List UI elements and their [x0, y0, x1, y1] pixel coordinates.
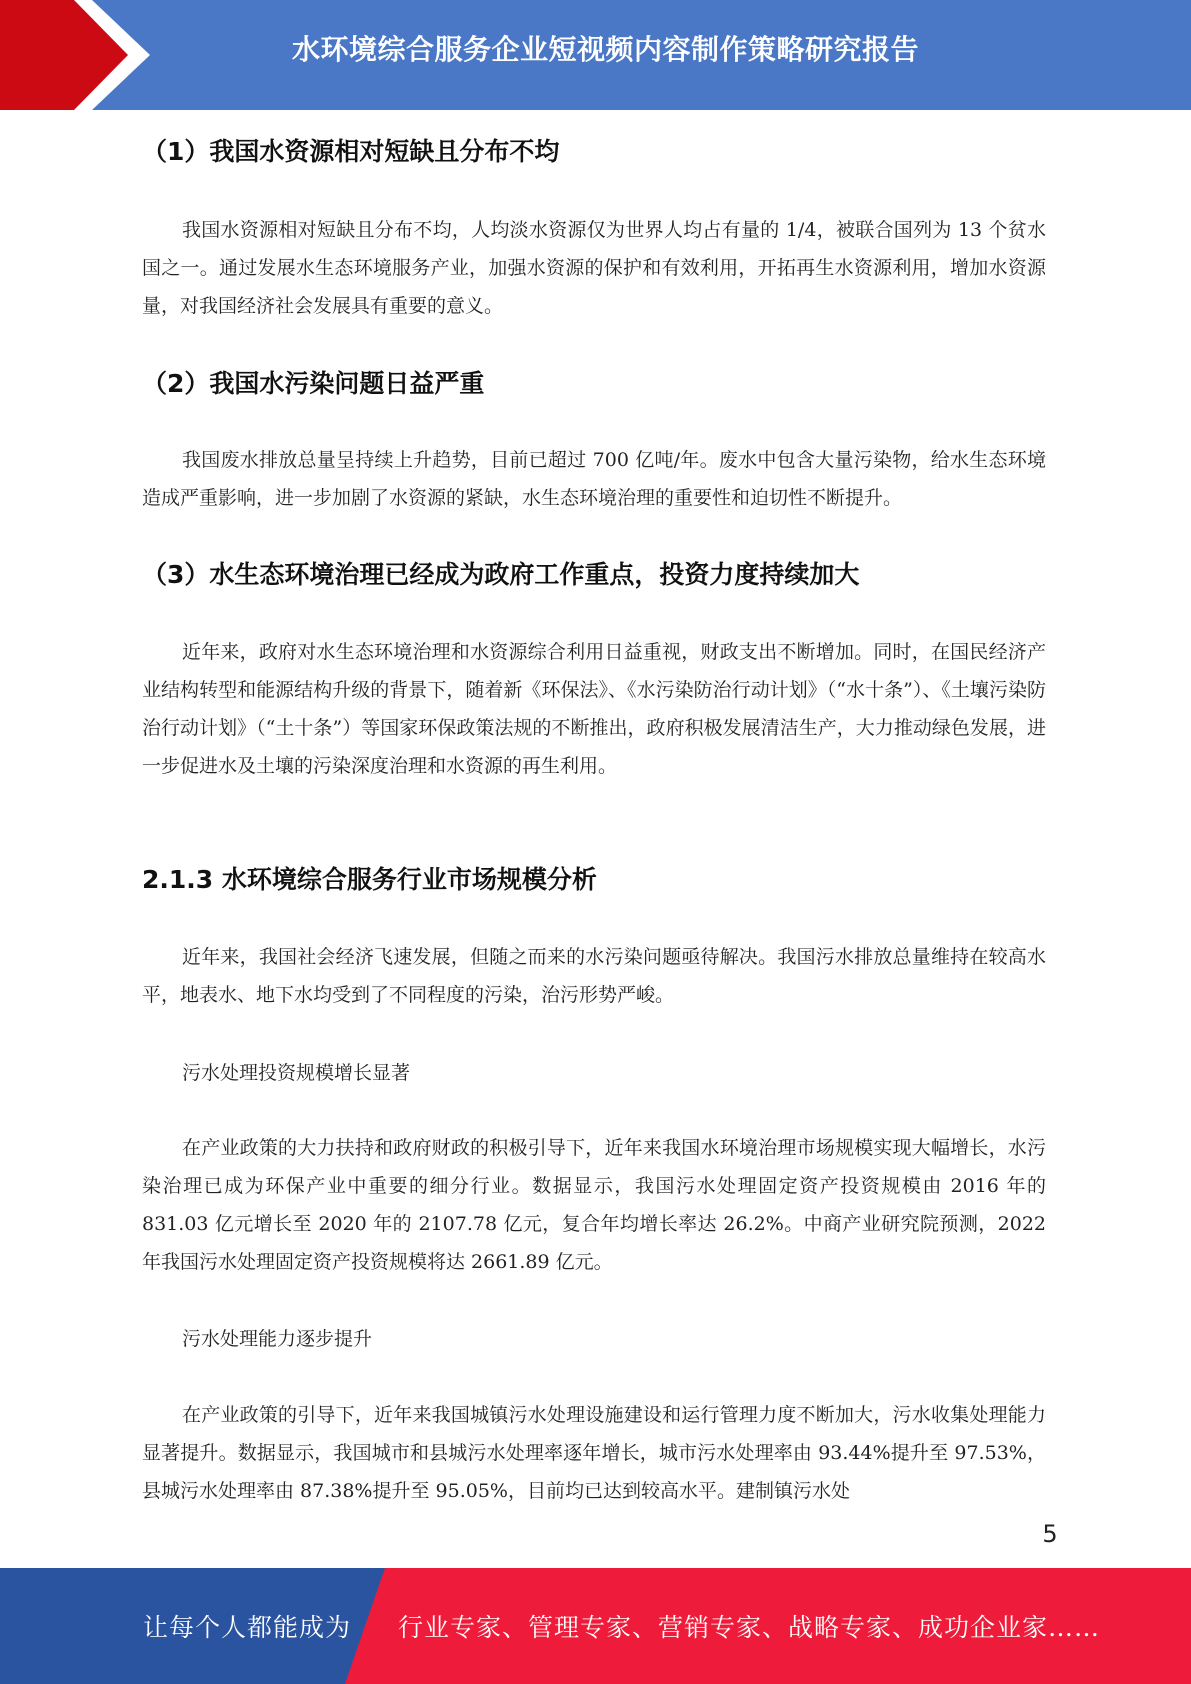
page-number: 5 — [1042, 1520, 1058, 1548]
section-heading-3: （3）水生态环境治理已经成为政府工作重点，投资力度持续加大 — [142, 560, 860, 589]
section-heading-2: （2）我国水污染问题日益严重 — [142, 369, 485, 398]
topic-heading-capacity: 污水处理能力逐步提升 — [182, 1328, 373, 1350]
page-header — [0, 0, 1191, 110]
subsection-heading: 2.1.3 水环境综合服务行业市场规模分析 — [142, 865, 597, 894]
topic-paragraph-capacity: 在产业政策的引导下，近年来我国城镇污水处理设施建设和运行管理力度不断加大，污水收集处理能力显著提升。数据显示，我国城市和县城污水处理率逐年增长，城市污水处理率由 93.44%提升至 97.53%，县城污水处理率由 87.38%提升至 95.05%，目前均已达到较高水平。建制镇污水处 — [142, 1404, 1046, 1502]
section-paragraph-3: 近年来，政府对水生态环境治理和水资源综合利用日益重视，财政支出不断增加。同时，在国民经济产业结构转型和能源结构升级的背景下，随着新《环保法》、《水污染防治行动计划》（“水十条”）、《土壤污染防治行动计划》（“土十条”）等国家环保政策法规的不断推出，政府积极发展清洁生产，大力推动绿色发展，进一步促进水及土壤的污染深度治理和水资源的再生利用。 — [142, 641, 1046, 777]
header-title: 水环境综合服务企业短视频内容制作策略研究报告 — [291, 33, 919, 66]
section-paragraph-2: 我国废水排放总量呈持续上升趋势，目前已超过 700 亿吨/年。废水中包含大量污染物，给水生态环境造成严重影响，进一步加剧了水资源的紧缺，水生态环境治理的重要性和迫切性不断提升。 — [142, 449, 1046, 509]
footer-slogan-left: 让每个人都能成为 — [143, 1613, 352, 1642]
subsection-intro: 近年来，我国社会经济飞速发展，但随之而来的水污染问题亟待解决。我国污水排放总量维持在较高水平，地表水、地下水均受到了不同程度的污染，治污形势严峻。 — [142, 946, 1046, 1006]
topic-paragraph-investment: 在产业政策的大力扶持和政府财政的积极引导下，近年来我国水环境治理市场规模实现大幅增长，水污染治理已成为环保产业中重要的细分行业。数据显示，我国污水处理固定资产投资规模由 2016 年的 831.03 亿元增长至 2020 年的 2107.78 亿元，复合年均增长率达 26.2%。中商产业研究院预测，2022 年我国污水处理固定资产投资规模将达 2661.89 亿元。 — [142, 1137, 1046, 1273]
topic-heading-investment: 污水处理投资规模增长显著 — [182, 1062, 411, 1084]
section-heading-1: （1）我国水资源相对短缺且分布不均 — [142, 137, 560, 166]
section-paragraph-1: 我国水资源相对短缺且分布不均，人均淡水资源仅为世界人均占有量的 1/4，被联合国列为 13 个贫水国之一。通过发展水生态环境服务产业，加强水资源的保护和有效利用，开拓再生水资源利用，增加水资源量，对我国经济社会发展具有重要的意义。 — [142, 219, 1046, 317]
page-footer — [0, 1568, 1191, 1684]
footer-slogan-right: 行业专家、管理专家、营销专家、战略专家、成功企业家…… — [398, 1613, 1101, 1642]
